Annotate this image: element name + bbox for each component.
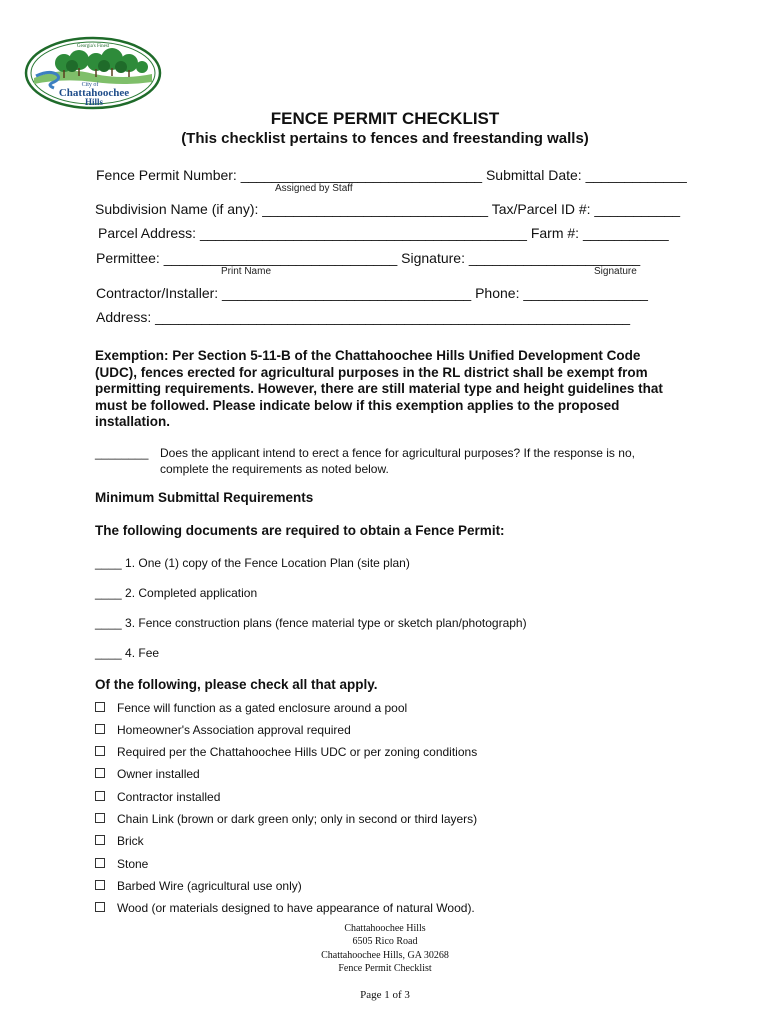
requirement-item[interactable]: ____ 2. Completed application [95, 586, 258, 600]
permittee-field[interactable]: Permittee: ______________________________ Signature: ______________________ [96, 250, 641, 266]
checkbox-icon[interactable] [95, 768, 105, 778]
checkbox-icon[interactable] [95, 902, 105, 912]
checkbox-icon[interactable] [95, 724, 105, 734]
checkbox-label: Required per the Chattahoochee Hills UDC or per zoning conditions [117, 745, 478, 759]
signature-caption: Signature [594, 266, 637, 277]
checkbox-icon[interactable] [95, 835, 105, 845]
checkbox-item[interactable] [95, 857, 148, 871]
checkbox-label: Chain Link (brown or dark green only; only in second or third layers) [117, 812, 478, 826]
requirement-item[interactable]: ____ 4. Fee [95, 646, 160, 660]
checkbox-icon[interactable] [95, 746, 105, 756]
footer-line1: Chattahoochee Hills [344, 923, 426, 934]
permit-number-field[interactable]: Fence Permit Number: _______________________________ Submittal Date: _____________ [96, 167, 687, 183]
subdivision-field[interactable]: Subdivision Name (if any): _____________________________ Tax/Parcel ID #: ___________ [95, 201, 681, 217]
question-line1: Does the applicant intend to erect a fence for agricultural purposes? If the response is no, [160, 446, 635, 460]
contractor-field[interactable]: Contractor/Installer: ________________________________ Phone: ________________ [96, 285, 648, 301]
checkbox-item[interactable] [95, 834, 144, 848]
checkbox-icon[interactable] [95, 813, 105, 823]
checkbox-icon[interactable] [95, 791, 105, 801]
checkbox-label: Wood (or materials designed to have appearance of natural Wood). [117, 901, 475, 915]
documents-heading: The following documents are required to obtain a Fence Permit: [95, 523, 505, 538]
check-all-heading: Of the following, please check all that apply. [95, 677, 378, 692]
checkbox-label: Contractor installed [117, 790, 221, 804]
checkbox-item[interactable] [95, 745, 477, 759]
checkbox-label: Stone [117, 857, 149, 871]
parcel-address-field[interactable]: Parcel Address: __________________________________________ Farm #: ___________ [98, 225, 669, 241]
assigned-by-caption: Assigned by Staff [275, 183, 353, 194]
checkbox-icon[interactable] [95, 702, 105, 712]
checkbox-item[interactable] [95, 723, 351, 737]
logo-line2: Chattahoochee [58, 87, 130, 99]
requirement-item[interactable]: ____ 3. Fence construction plans (fence material type or sketch plan/photograph) [95, 616, 527, 630]
logo-line1: City of [81, 82, 99, 88]
agricultural-question [95, 446, 685, 477]
address-field[interactable]: Address: _____________________________________________________________ [96, 309, 631, 325]
checkbox-label: Owner installed [117, 767, 200, 781]
min-requirements-heading: Minimum Submittal Requirements [95, 490, 314, 505]
checkbox-label: Homeowner's Association approval required [117, 723, 351, 737]
city-logo [24, 36, 162, 110]
question-line2: complete the requirements as noted below. [160, 461, 389, 476]
exemption-paragraph: Exemption: Per Section 5-11-B of the Chattahoochee Hills Unified Development Code (UDC), fences erected for agricultural purposes in the RL district shall be exempt from permitting requirements. However, there are still material type and height guidelines that must be followed. Please indicate below if this exemption applies to the proposed installation. [95, 348, 663, 430]
page-number: Page 1 of 3 [360, 989, 410, 1001]
footer-line4: Fence Permit Checklist [338, 962, 432, 974]
page-title: FENCE PERMIT CHECKLIST [270, 109, 500, 128]
checkbox-icon[interactable] [95, 880, 105, 890]
print-name-caption: Print Name [221, 266, 272, 277]
footer-line2: 6505 Rico Road [352, 936, 418, 948]
checkbox-item[interactable] [95, 879, 302, 893]
logo-line3: Hills [84, 97, 104, 107]
agricultural-answer-blank[interactable]: ________ [95, 446, 149, 460]
checkbox-item[interactable] [95, 790, 220, 804]
logo-arc-text: Georgia's Finest [76, 44, 110, 49]
requirement-item[interactable]: ____ 1. One (1) copy of the Fence Location Plan (site plan) [95, 556, 410, 570]
page-subtitle: (This checklist pertains to fences and freestanding walls) [181, 130, 589, 147]
checkbox-item[interactable] [95, 901, 475, 915]
checkbox-item[interactable] [95, 767, 200, 781]
checkbox-label: Barbed Wire (agricultural use only) [117, 879, 302, 893]
footer-line3: Chattahoochee Hills, GA 30268 [321, 949, 449, 961]
checkbox-label: Fence will function as a gated enclosure around a pool [117, 701, 408, 715]
checkbox-item[interactable] [95, 812, 477, 826]
checkbox-icon[interactable] [95, 858, 105, 868]
footer-address [0, 922, 770, 975]
checkbox-item[interactable] [95, 701, 407, 715]
checkbox-label: Brick [117, 834, 144, 848]
